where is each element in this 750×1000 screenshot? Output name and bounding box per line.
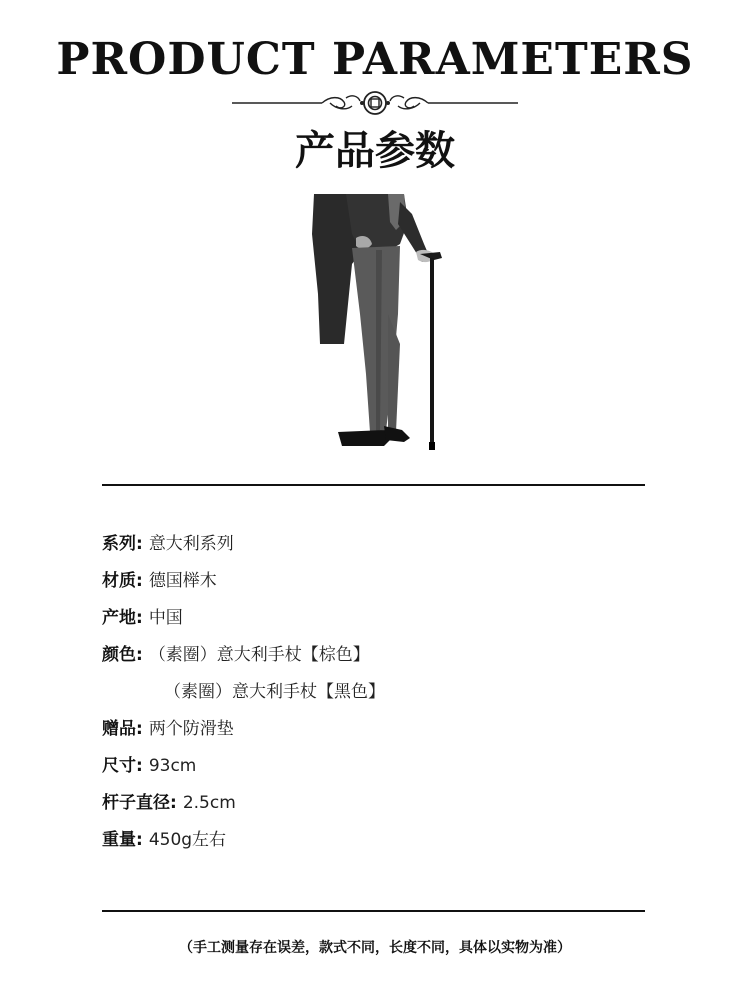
spec-row-diameter bbox=[102, 789, 662, 826]
spec-row-weight bbox=[102, 826, 662, 863]
measurement-disclaimer: （手工测量存在误差，款式不同，长度不同，具体以实物为准） bbox=[179, 940, 571, 956]
decorative-divider-icon bbox=[230, 88, 520, 118]
divider-bottom bbox=[102, 910, 645, 912]
divider-top bbox=[102, 484, 645, 486]
spec-value: 中国 bbox=[148, 608, 183, 628]
page-title-cn: 产品参数 bbox=[295, 128, 455, 174]
spec-value: 意大利系列 bbox=[148, 534, 234, 554]
spec-row-color-alt bbox=[102, 678, 662, 715]
spec-value: 450g左右 bbox=[148, 830, 227, 850]
spec-label: 赠品: bbox=[102, 719, 143, 739]
spec-label: 产地: bbox=[102, 608, 143, 628]
spec-label: 系列: bbox=[102, 534, 143, 554]
spec-value: 93cm bbox=[148, 756, 197, 776]
spec-row-color bbox=[102, 641, 662, 678]
spec-row-size bbox=[102, 752, 662, 789]
spec-label: 重量: bbox=[102, 830, 143, 850]
spec-list bbox=[102, 530, 662, 863]
spec-value: （素圈）意大利手杖【黑色】 bbox=[164, 682, 385, 702]
spec-label: 材质: bbox=[102, 571, 143, 591]
spec-label: 杆子直径: bbox=[102, 793, 177, 813]
page-title-en: PRODUCT PARAMETERS bbox=[56, 34, 694, 85]
spec-value: （素圈）意大利手杖【棕色】 bbox=[148, 645, 370, 665]
spec-value: 德国榉木 bbox=[148, 571, 217, 591]
spec-value: 2.5cm bbox=[182, 793, 236, 813]
spec-row-gift bbox=[102, 715, 662, 752]
spec-row-origin bbox=[102, 604, 662, 641]
spec-value: 两个防滑垫 bbox=[148, 719, 234, 739]
spec-label: 尺寸: bbox=[102, 756, 143, 776]
man-with-walking-cane-photo bbox=[300, 194, 460, 456]
spec-row-series bbox=[102, 530, 662, 567]
spec-row-material bbox=[102, 567, 662, 604]
spec-label: 颜色: bbox=[102, 645, 143, 665]
